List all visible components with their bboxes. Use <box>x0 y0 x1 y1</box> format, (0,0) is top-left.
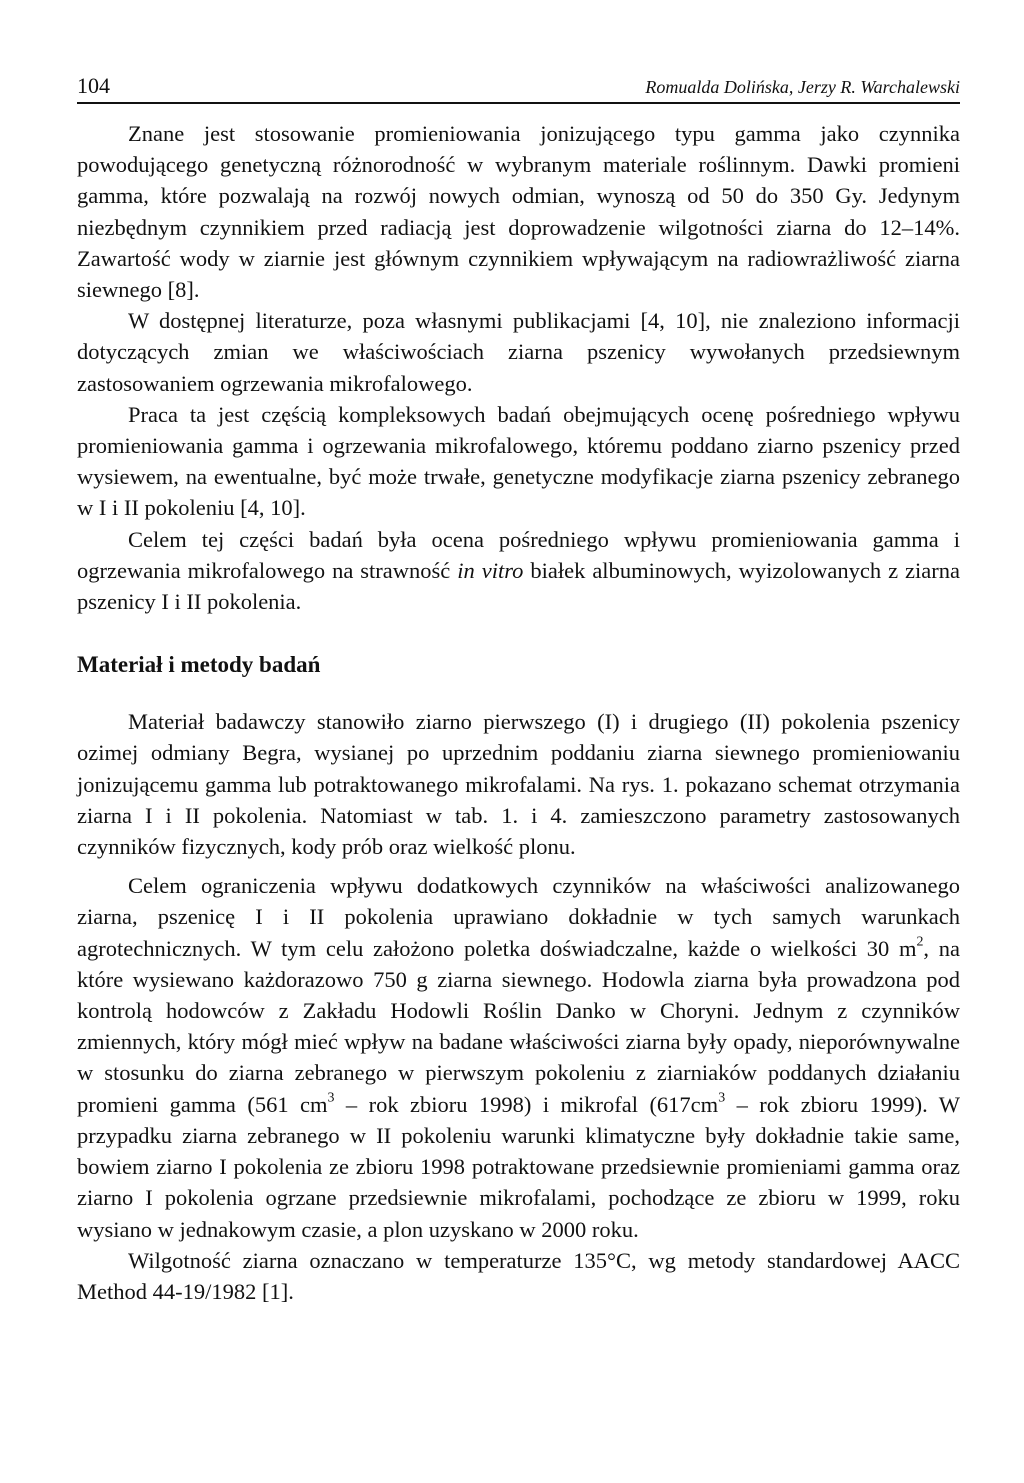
body-text <box>77 118 960 1307</box>
cultivation-text-b: , na które wysiewano każdorazowo 750 g ziarna siewnego. Hodowla ziarna była prowadzona pod kontrolą hodowców z Zakładu Hodowli Roślin Danko w Choryni. Jednym z czynników zmiennych, który mógł mieć wpływ na badane właściwości ziarna były opady, nieporównywalne w stosunku do ziarna zebranego w pierwszym pokoleniu z ziarniaków poddanych działaniu promieni gamma (561 cm <box>77 935 960 1117</box>
cultivation-text-d: – rok zbioru 1999). W przypadku ziarna zebranego w II pokoleniu warunki klimatyczne były dokładnie takie same, bowiem ziarno I pokolenia ze zbioru 1998 potraktowane przedsiewnie promieniami gamma oraz ziarno I pokolenia ogrzane przedsiewnie mikrofalami, pochodzące ze zbioru w 1999, roku wysiano w jednakowym czasie, a plon uzyskano w 2000 roku. <box>77 1091 960 1242</box>
page-header <box>77 66 960 104</box>
superscript-3a: 3 <box>327 1090 335 1106</box>
paragraph-literature: W dostępnej literaturze, poza własnymi publikacjami [4, 10], nie znaleziono informacji dotyczących zmian we właściwościach ziarna pszenicy wywołanych przedsiewnym zastosowaniem ogrzewania mikrofalowego. <box>77 308 960 396</box>
in-vitro-term: in vitro <box>457 557 524 583</box>
paragraph-study-aim <box>77 524 960 618</box>
paragraph-moisture: Wilgotność ziarna oznaczano w temperaturze 135°C, wg metody standardowej AACC Method 44-19/1982 [1]. <box>77 1247 960 1304</box>
study-aim-text-a: Celem tej części badań była ocena pośredniego wpływu promieniowania gamma i ogrzewania mikrofalowego na strawność <box>77 526 960 583</box>
page-number: 104 <box>77 73 110 98</box>
cultivation-text-a: Celem ograniczenia wpływu dodatkowych czynników na właściwości analizowanego ziarna, pszenicę I i II pokolenia uprawiano dokładnie w tych samych warunkach agrotechnicznych. W tym celu założono poletka doświadczalne, każde o wielkości 30 m <box>77 873 960 961</box>
paragraph-gamma-radiation: Znane jest stosowanie promieniowania jonizującego typu gamma jako czynnika powodującego genetyczną różnorodność w wybranym materiale roślinnym. Dawki promieni gamma, które pozwalają na rozwój nowych odmian, wynoszą od 50 do 350 Gy. Jedynym niezbędnym czynnikiem przed radiacją jest doprowadzenie wilgotności ziarna do 12–14%. Zawartość wody w ziarnie jest głównym czynnikiem wpływającym na radiowrażliwość ziarna siewnego [8]. <box>77 121 960 303</box>
study-aim-text-b: białek albuminowych, wyizolowanych z ziarna pszenicy I i II pokolenia. <box>77 557 960 615</box>
paragraph-study-scope: Praca ta jest częścią kompleksowych badań obejmujących ocenę pośredniego wpływu promieniowania gamma i ogrzewania mikrofalowego, któremu poddano ziarno pszenicy przed wysiewem, na ewentualne, być może trwałe, genetyczne modyfikacje ziarna pszenicy zebranego w I i II pokoleniu [4, 10]. <box>77 401 960 521</box>
superscript-3b: 3 <box>718 1090 726 1106</box>
section-heading-materials-methods: Materiał i metody badań <box>77 652 321 678</box>
superscript-2: 2 <box>916 934 924 950</box>
running-head-authors: Romualda Dolińska, Jerzy R. Warchalewski <box>645 77 960 97</box>
paragraph-cultivation <box>77 870 960 1244</box>
paragraph-material: Materiał badawczy stanowiło ziarno pierwszego (I) i drugiego (II) pokolenia pszenicy ozimej odmiany Begra, wysianej po uprzednim poddaniu ziarna siewnego promieniowaniu jonizującemu gamma lub potraktowanego mikrofalami. Na rys. 1. pokazano schemat otrzymania ziarna I i II pokolenia. Natomiast w tab. 1. i 4. zamieszczono parametry zastosowanych czynników fizycznych, kody prób oraz wielkość plonu. <box>77 709 960 860</box>
cultivation-text-c: – rok zbioru 1998) i mikrofal (617cm <box>334 1091 719 1117</box>
